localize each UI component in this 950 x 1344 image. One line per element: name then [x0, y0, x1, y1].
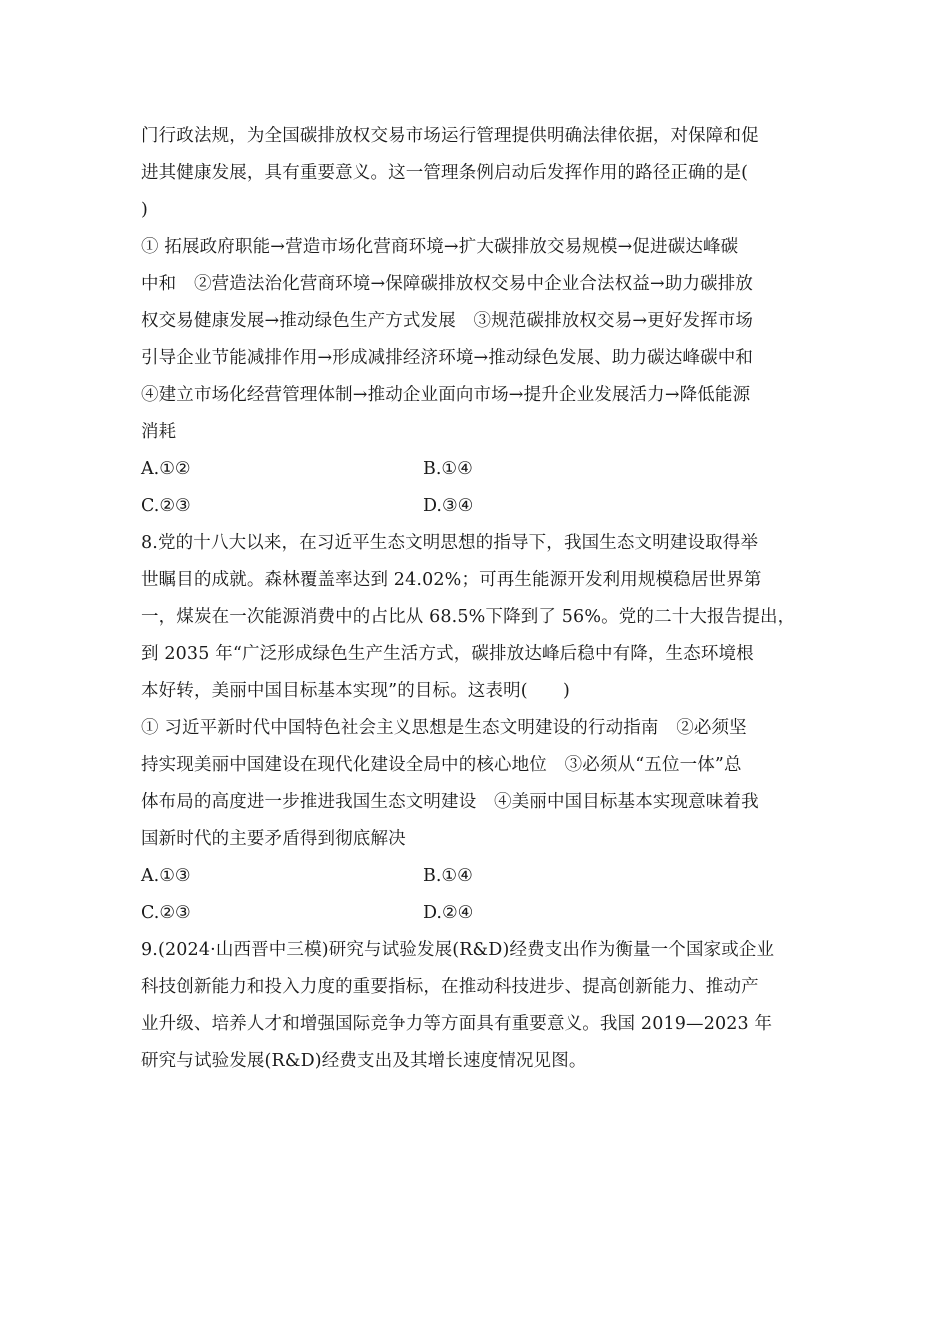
text-line: 权交易健康发展→推动绿色生产方式发展 ③规范碳排放权交易→更好发挥市场: [141, 311, 754, 331]
text-line: 体布局的高度进一步推进我国生态文明建设 ④美丽中国目标基本实现意味着我: [141, 792, 759, 812]
option-d: D.③④: [423, 496, 474, 516]
text-line: 本好转，美丽中国目标基本实现”的目标。这表明( ): [141, 681, 570, 701]
option-a: A.①②: [141, 459, 191, 479]
question-9: [141, 932, 813, 1080]
text-line: ④建立市场化经营管理体制→推动企业面向市场→提升企业发展活力→降低能源: [141, 385, 751, 405]
text-line: ① 拓展政府职能→营造市场化营商环境→扩大碳排放交易规模→促进碳达峰碳: [141, 237, 739, 257]
text-line: ): [141, 200, 148, 220]
text-line: 9.(2024·山西晋中三模)研究与试验发展(R&D)经费支出作为衡量一个国家或企业: [141, 940, 775, 960]
text-line: 到 2035 年“广泛形成绿色生产生活方式，碳排放达峰后稳中有降，生态环境根: [141, 644, 754, 664]
question-7: [141, 118, 813, 525]
text-line: 中和 ②营造法治化营商环境→保障碳排放权交易中企业合法权益→助力碳排放: [141, 274, 754, 294]
options-row: [141, 895, 813, 932]
options-row: [141, 858, 813, 895]
text-line: 科技创新能力和投入力度的重要指标，在推动科技进步、提高创新能力、推动产: [141, 977, 759, 997]
text-line: 门行政法规，为全国碳排放权交易市场运行管理提供明确法律依据，对保障和促: [141, 126, 759, 146]
text-line: 一，煤炭在一次能源消费中的占比从 68.5%下降到了 56%。党的二十大报告提出，: [141, 607, 796, 627]
options-row: [141, 451, 813, 488]
option-c: C.②③: [141, 496, 191, 516]
option-b: B.①④: [423, 459, 473, 479]
text-line: 引导企业节能减排作用→形成减排经济环境→推动绿色发展、助力碳达峰碳中和: [141, 348, 754, 368]
options-row: [141, 488, 813, 525]
text-line: 持实现美丽中国建设在现代化建设全局中的核心地位 ③必须从“五位一体”总: [141, 755, 742, 775]
option-c: C.②③: [141, 903, 191, 923]
option-a: A.①③: [141, 866, 191, 886]
text-line: ① 习近平新时代中国特色社会主义思想是生态文明建设的行动指南 ②必须坚: [141, 718, 747, 738]
text-line: 国新时代的主要矛盾得到彻底解决: [141, 829, 406, 849]
document-page: [141, 118, 813, 1080]
text-line: 世瞩目的成就。森林覆盖率达到 24.02%；可再生能源开发利用规模稳居世界第: [141, 570, 762, 590]
text-line: 消耗: [141, 422, 177, 442]
text-line: 8.党的十八大以来，在习近平生态文明思想的指导下，我国生态文明建设取得举: [141, 533, 759, 553]
text-line: 进其健康发展，具有重要意义。这一管理条例启动后发挥作用的路径正确的是(: [141, 163, 749, 183]
option-d: D.②④: [423, 903, 474, 923]
text-line: 业升级、培养人才和增强国际竞争力等方面具有重要意义。我国 2019—2023 年: [141, 1014, 773, 1034]
text-line: 研究与试验发展(R&D)经费支出及其增长速度情况见图。: [141, 1051, 587, 1071]
question-8: [141, 525, 813, 932]
option-b: B.①④: [423, 866, 473, 886]
